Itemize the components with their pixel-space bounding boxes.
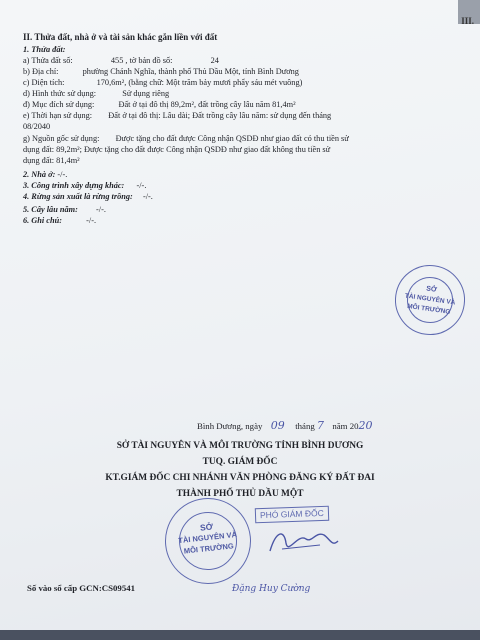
seal-right-line1: SỞ: [425, 285, 438, 294]
address-row: [23, 68, 299, 76]
parcel-number-label: a) Thửa đất số:: [23, 56, 73, 65]
area-label: c) Diện tích:: [23, 78, 65, 87]
perennial-value: -/-.: [96, 205, 106, 214]
date-place: Bình Dương, ngày: [197, 421, 263, 431]
forest-row: [23, 193, 153, 201]
seal-left-line2: TÀI NGUYÊN VÀ: [177, 529, 238, 546]
origin-row: [23, 135, 349, 143]
signer-name: Đặng Huy Cường: [232, 584, 311, 594]
perennial-row: [23, 206, 106, 214]
usage-purpose-row: [23, 101, 296, 109]
date-year-label: năm 20: [332, 421, 359, 431]
usage-purpose-value: Đất ở tại đô thị 89,2m², đất trồng cây lâu năm 81,4m²: [118, 100, 296, 109]
origin-value-line3: dụng đất: 81,4m²: [23, 156, 80, 165]
origin-label: g) Nguồn gốc sử dụng:: [23, 134, 100, 143]
deputy-director-stamp: PHÓ GIÁM ĐỐC: [255, 506, 329, 523]
registry-label: Số vào sổ cấp GCN:: [27, 583, 102, 593]
house-row: [23, 171, 67, 179]
house-value: -/-.: [57, 170, 68, 179]
forest-value: -/-.: [142, 192, 153, 201]
usage-term-row: [23, 112, 331, 120]
registry-value: CS09541: [101, 583, 136, 593]
issuer-line3: KT.GIÁM ĐỐC CHI NHÁNH VĂN PHÒNG ĐĂNG KÝ ĐẤT ĐAI: [105, 473, 375, 483]
handwritten-signature: [262, 525, 342, 559]
usage-purpose-label: đ) Mục đích sử dụng:: [23, 100, 95, 109]
parcel-heading: 1. Thửa đất:: [23, 45, 66, 54]
seal-right-line2: TÀI NGUYÊN VÀ: [404, 292, 456, 307]
date-year: 20: [358, 419, 373, 432]
section-title: II. Thửa đất, nhà ở và tài sản khác gắn liền với đất: [23, 32, 218, 42]
parcel-number-value: 455: [110, 56, 124, 65]
construction-row: [23, 182, 146, 190]
registry-row: [27, 584, 135, 593]
issuer-line1: SỞ TÀI NGUYÊN VÀ MÔI TRƯỜNG TỈNH BÌNH DƯƠNG: [116, 441, 364, 451]
issue-date-row: [197, 420, 373, 431]
next-section-label: III.: [461, 16, 474, 26]
seal-left-line3: MÔI TRƯỜNG: [183, 541, 235, 556]
issuer-line2: TUQ. GIÁM ĐỐC: [202, 457, 278, 467]
usage-form-row: [23, 90, 169, 98]
perennial-label: 5. Cây lâu năm:: [23, 205, 78, 214]
note-value: -/-.: [86, 216, 97, 225]
usage-form-label: d) Hình thức sử dụng:: [23, 89, 97, 98]
address-label: b) Địa chỉ:: [23, 67, 59, 76]
area-row: [23, 79, 302, 87]
official-seal-left: [161, 494, 256, 589]
page-bottom-edge: [0, 630, 480, 640]
map-sheet-value: 24: [210, 56, 219, 65]
forest-label: 4. Rừng sản xuất là rừng trồng:: [23, 192, 133, 201]
origin-value-line2: dụng đất: 89,2m²; Được tặng cho đất được Công nhận QSDĐ như giao đất không thu tiền sử: [23, 145, 331, 154]
map-sheet-label: , tờ bản đồ số:: [125, 56, 173, 65]
note-row: [23, 217, 96, 225]
construction-value: -/-.: [136, 181, 147, 190]
date-day: 09: [270, 419, 285, 432]
address-value: phường Chánh Nghĩa, thành phố Thủ Dầu Một, tỉnh Bình Dương: [82, 67, 299, 76]
house-label: 2. Nhà ở:: [23, 170, 56, 179]
parcel-number-row: [23, 57, 219, 65]
origin-value-line1: Được tặng cho đất được Công nhận QSDĐ như giao đất có thu tiền sử: [115, 134, 349, 143]
construction-label: 3. Công trình xây dựng khác:: [23, 181, 125, 190]
usage-term-value: Đất ở tại đô thị: Lâu dài; Đất trồng cây lâu năm: sử dụng đến tháng: [108, 111, 332, 120]
seal-right-line3: MÔI TRƯỜNG: [406, 302, 451, 316]
date-month: 7: [316, 419, 324, 432]
seal-left-line1: SỞ: [199, 521, 214, 533]
area-value: 170,6m², (bằng chữ: Một trăm bảy mươi phẩy sáu mét vuông): [96, 78, 303, 87]
usage-form-value: Sử dụng riêng: [122, 89, 170, 98]
usage-term-label: e) Thời hạn sử dụng:: [23, 111, 93, 120]
note-label: 6. Ghi chú:: [23, 216, 62, 225]
issuer-line4: THÀNH PHỐ THỦ DẦU MỘT: [176, 489, 304, 499]
usage-term-value-cont: 08/2040: [23, 122, 51, 131]
official-seal-right: [390, 260, 469, 339]
date-month-label: tháng: [295, 421, 315, 431]
